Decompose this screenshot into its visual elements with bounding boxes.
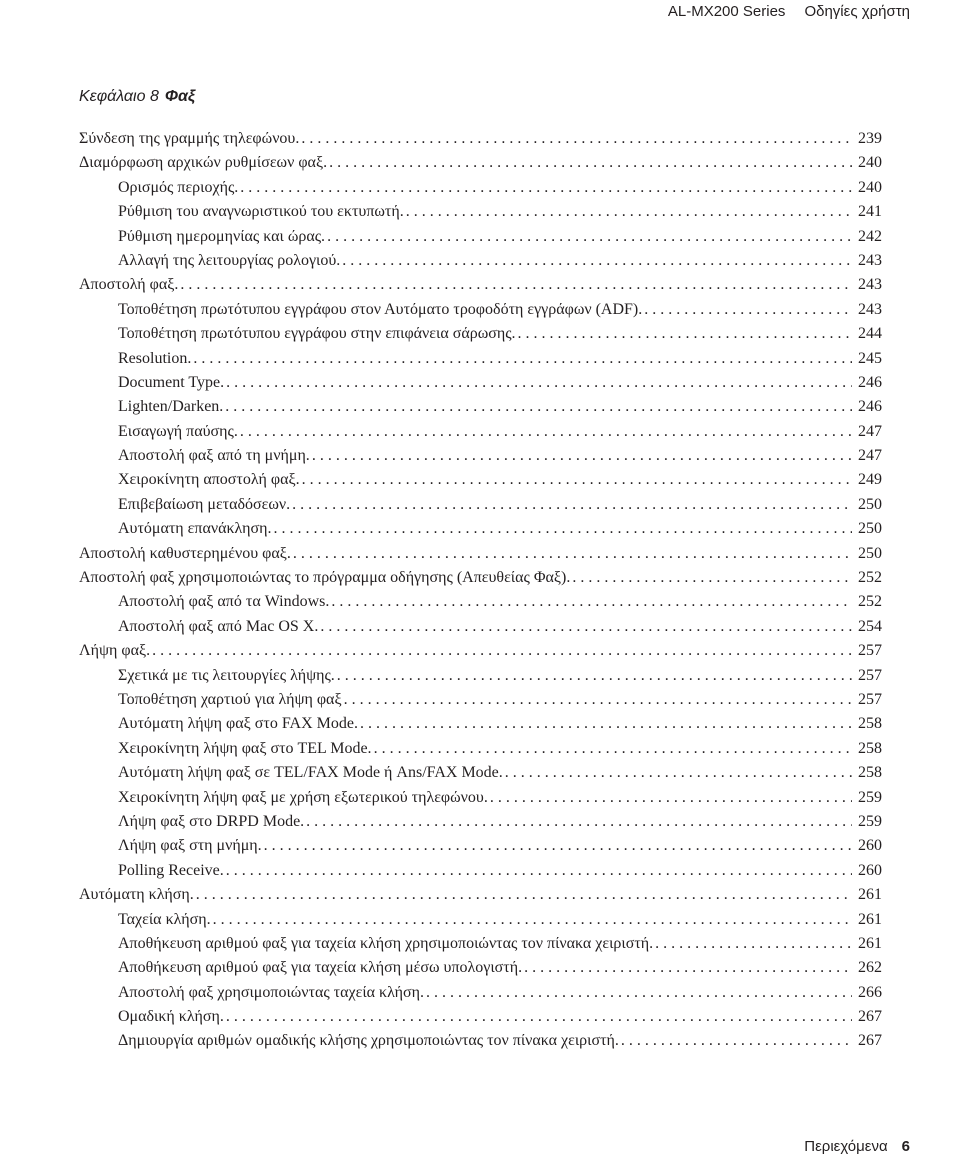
- toc-entry[interactable]: [79, 542, 882, 566]
- toc-entry-title: Resolution.: [118, 349, 192, 367]
- header-doc-title: Οδηγίες χρήστη: [804, 2, 910, 20]
- toc-entry-page: 258: [858, 764, 882, 782]
- toc-entry-title: Polling Receive.: [118, 861, 224, 879]
- toc-entry-title: Σύνδεση της γραμμής τηλεφώνου.: [79, 130, 300, 147]
- dot-leader: [274, 517, 853, 541]
- dot-leader: [302, 468, 852, 492]
- dot-leader: [374, 737, 852, 761]
- toc-entry-page: 262: [858, 959, 882, 977]
- toc-entry[interactable]: [79, 883, 882, 907]
- toc-entry[interactable]: [79, 932, 882, 956]
- toc-entry-page: 245: [858, 349, 882, 367]
- dot-leader: [152, 639, 852, 663]
- toc-entry-page: 258: [858, 739, 882, 757]
- toc-entry-page: 246: [858, 373, 882, 391]
- dot-leader: [193, 347, 852, 371]
- toc-entry-title: Αποστολή φαξ από Mac OS X.: [118, 617, 319, 635]
- toc-entry-page: 250: [858, 544, 882, 562]
- toc-entry[interactable]: [79, 737, 882, 761]
- toc-entry[interactable]: [79, 566, 882, 590]
- toc-entry-page: 260: [858, 837, 882, 855]
- toc-entry[interactable]: [79, 517, 882, 541]
- toc-entry[interactable]: [79, 590, 882, 614]
- toc-entry-title: Τοποθέτηση πρωτότυπου εγγράφου στον Αυτόματο τροφοδότη εγγράφων (ADF).: [118, 300, 643, 318]
- dot-leader: [644, 298, 852, 322]
- dot-leader: [320, 615, 852, 639]
- toc-entry[interactable]: [79, 981, 882, 1005]
- toc-entry-page: 257: [858, 666, 882, 684]
- toc-entry[interactable]: [79, 347, 882, 371]
- dot-leader: [301, 127, 852, 151]
- toc-entry-title: Αυτόματη κλήση.: [79, 886, 194, 904]
- toc-entry[interactable]: [79, 761, 882, 785]
- toc-entry-page: 250: [858, 495, 882, 513]
- toc-entry-title: Χειροκίνητη αποστολή φαξ.: [118, 471, 300, 489]
- dot-leader: [572, 566, 852, 590]
- toc-entry[interactable]: [79, 298, 882, 322]
- toc-entry-title: Αποθήκευση αριθμού φαξ για ταχεία κλήση μέσω υπολογιστή.: [118, 959, 523, 977]
- toc-entry[interactable]: [79, 810, 882, 834]
- toc-entry-title: Εισαγωγή παύσης.: [118, 422, 238, 440]
- toc-entry-page: 243: [858, 300, 882, 318]
- toc-entry-page: 266: [858, 983, 882, 1001]
- header-product: AL-MX200 Series: [667, 2, 786, 20]
- toc-entry[interactable]: [79, 444, 882, 468]
- toc-entry[interactable]: [79, 371, 882, 395]
- table-of-contents: [79, 127, 882, 1054]
- toc-entry-page: 252: [858, 569, 882, 587]
- dot-leader: [655, 932, 852, 956]
- dot-leader: [490, 786, 852, 810]
- page-footer: [804, 1138, 910, 1155]
- dot-leader: [264, 834, 852, 858]
- dot-leader: [180, 273, 852, 297]
- toc-entry-title: Ορισμός περιοχής.: [118, 178, 239, 196]
- toc-entry-page: 249: [858, 471, 882, 489]
- dot-leader: [213, 908, 852, 932]
- dot-leader: [226, 1005, 852, 1029]
- dot-leader: [426, 981, 852, 1005]
- toc-entry-title: Lighten/Darken.: [118, 398, 224, 416]
- dot-leader: [196, 883, 852, 907]
- toc-entry-page: 261: [858, 934, 882, 952]
- toc-entry-page: 267: [858, 1032, 882, 1050]
- toc-entry-page: 239: [858, 130, 882, 147]
- dot-leader: [524, 956, 852, 980]
- toc-entry[interactable]: [79, 151, 882, 175]
- dot-leader: [342, 249, 852, 273]
- toc-entry[interactable]: [79, 468, 882, 492]
- toc-entry[interactable]: [79, 688, 882, 712]
- toc-entry-page: 267: [858, 1008, 882, 1026]
- dot-leader: [518, 322, 852, 346]
- toc-entry[interactable]: [79, 1005, 882, 1029]
- toc-entry-title: Ομαδική κλήση.: [118, 1008, 224, 1026]
- toc-entry-title: Ρύθμιση του αναγνωριστικού του εκτυπωτή.: [118, 203, 404, 221]
- toc-entry-page: 240: [858, 178, 882, 196]
- toc-entry[interactable]: [79, 664, 882, 688]
- chapter-heading: [79, 88, 195, 106]
- dot-leader: [293, 542, 852, 566]
- toc-entry-title: Λήψη φαξ στο DRPD Mode.: [118, 812, 305, 830]
- toc-entry-title: Αλλαγή της λειτουργίας ρολογιού.: [118, 251, 341, 269]
- toc-entry-page: 260: [858, 861, 882, 879]
- toc-entry-title: Ταχεία κλήση.: [118, 910, 211, 928]
- dot-leader: [306, 810, 852, 834]
- running-header: [668, 0, 910, 22]
- toc-entry-page: 261: [858, 910, 882, 928]
- toc-entry-title: Αποστολή φαξ χρησιμοποιώντας ταχεία κλήση.: [118, 983, 425, 1001]
- toc-entry-page: 259: [858, 788, 882, 806]
- toc-entry[interactable]: [79, 420, 882, 444]
- toc-entry[interactable]: [79, 615, 882, 639]
- toc-entry-title: Σχετικά με τις λειτουργίες λήψης.: [118, 666, 335, 684]
- toc-entry[interactable]: [79, 1029, 882, 1053]
- toc-entry-title: Λήψη φαξ στη μνήμη.: [118, 837, 262, 855]
- toc-entry-page: 243: [858, 251, 882, 269]
- toc-entry-page: 259: [858, 812, 882, 830]
- toc-entry[interactable]: [79, 834, 882, 858]
- dot-leader: [240, 176, 852, 200]
- toc-entry[interactable]: [79, 273, 882, 297]
- toc-entry-title: Αυτόματη λήψη φαξ στο FAX Mode.: [118, 715, 358, 733]
- toc-entry-title: Αυτόματη λήψη φαξ σε TEL/FAX Mode ή Ans/FAX Mode.: [118, 764, 503, 782]
- toc-entry-title: Αποστολή καθυστερημένου φαξ.: [79, 544, 291, 562]
- dot-leader: [505, 761, 852, 785]
- toc-entry-title: Τοποθέτηση πρωτότυπου εγγράφου στην επιφάνεια σάρωσης.: [118, 325, 516, 343]
- toc-entry[interactable]: [79, 322, 882, 346]
- toc-entry[interactable]: [79, 225, 882, 249]
- toc-entry-page: 261: [858, 886, 882, 904]
- dot-leader: [327, 225, 852, 249]
- toc-entry-page: 246: [858, 398, 882, 416]
- page-number: 6: [901, 1138, 910, 1155]
- toc-entry-page: 247: [858, 422, 882, 440]
- toc-entry[interactable]: [79, 395, 882, 419]
- toc-entry[interactable]: [79, 639, 882, 663]
- toc-entry-title: Αποστολή φαξ χρησιμοποιώντας το πρόγραμμα οδήγησης (Απευθείας Φαξ).: [79, 569, 571, 587]
- dot-leader: [240, 420, 852, 444]
- toc-entry-page: 240: [858, 154, 882, 172]
- dot-leader: [406, 200, 852, 224]
- footer-label: Περιεχόμενα: [804, 1138, 888, 1155]
- toc-entry-page: 257: [858, 690, 882, 708]
- toc-entry-page: 257: [858, 642, 882, 660]
- toc-entry[interactable]: [79, 493, 882, 517]
- toc-entry-page: 241: [858, 203, 882, 221]
- toc-entry[interactable]: [79, 127, 882, 151]
- toc-entry[interactable]: [79, 908, 882, 932]
- dot-leader: [331, 590, 852, 614]
- toc-entry-title: Τοποθέτηση χαρτιού για λήψη φαξ: [118, 690, 342, 708]
- dot-leader: [344, 688, 852, 712]
- dot-leader: [621, 1029, 852, 1053]
- toc-entry-title: Επιβεβαίωση μεταδόσεων.: [118, 495, 291, 513]
- toc-entry-title: Διαμόρφωση αρχικών ρυθμίσεων φαξ.: [79, 154, 328, 172]
- toc-entry-title: Αποθήκευση αριθμού φαξ για ταχεία κλήση χρησιμοποιώντας τον πίνακα χειριστή.: [118, 934, 654, 952]
- toc-entry-title: Document Type.: [118, 373, 225, 391]
- dot-leader: [312, 444, 852, 468]
- toc-entry[interactable]: [79, 956, 882, 980]
- dot-leader: [225, 395, 852, 419]
- dot-leader: [329, 151, 852, 175]
- toc-entry-title: Λήψη φαξ.: [79, 642, 151, 660]
- chapter-title: Φαξ: [164, 88, 196, 105]
- toc-entry-title: Αποστολή φαξ από τη μνήμη.: [118, 447, 310, 465]
- toc-entry-page: 252: [858, 593, 882, 611]
- dot-leader: [226, 859, 852, 883]
- toc-entry-title: Δημιουργία αριθμών ομαδικής κλήσης χρησιμοποιώντας τον πίνακα χειριστή.: [118, 1032, 619, 1050]
- toc-entry-page: 244: [858, 325, 882, 343]
- toc-entry-page: 243: [858, 276, 882, 294]
- toc-entry-title: Χειροκίνητη λήψη φαξ στο TEL Mode.: [118, 739, 372, 757]
- toc-entry-title: Αυτόματη επανάκληση.: [118, 520, 272, 538]
- toc-entry-title: Αποστολή φαξ από τα Windows.: [118, 593, 330, 611]
- toc-entry[interactable]: [79, 786, 882, 810]
- toc-entry-page: 258: [858, 715, 882, 733]
- dot-leader: [226, 371, 852, 395]
- toc-entry-title: Ρύθμιση ημερομηνίας και ώρας.: [118, 227, 326, 245]
- toc-entry[interactable]: [79, 859, 882, 883]
- toc-entry[interactable]: [79, 712, 882, 736]
- chapter-label: Κεφάλαιο 8: [79, 88, 159, 105]
- dot-leader: [337, 664, 852, 688]
- toc-entry[interactable]: [79, 176, 882, 200]
- dot-leader: [292, 493, 852, 517]
- toc-entry-page: 254: [858, 617, 882, 635]
- dot-leader: [360, 712, 852, 736]
- toc-entry-page: 247: [858, 447, 882, 465]
- toc-entry-title: Χειροκίνητη λήψη φαξ με χρήση εξωτερικού τηλεφώνου.: [118, 788, 488, 806]
- toc-entry-page: 250: [858, 520, 882, 538]
- toc-entry[interactable]: [79, 200, 882, 224]
- toc-entry-title: Αποστολή φαξ.: [79, 276, 179, 294]
- toc-entry-page: 242: [858, 227, 882, 245]
- toc-entry[interactable]: [79, 249, 882, 273]
